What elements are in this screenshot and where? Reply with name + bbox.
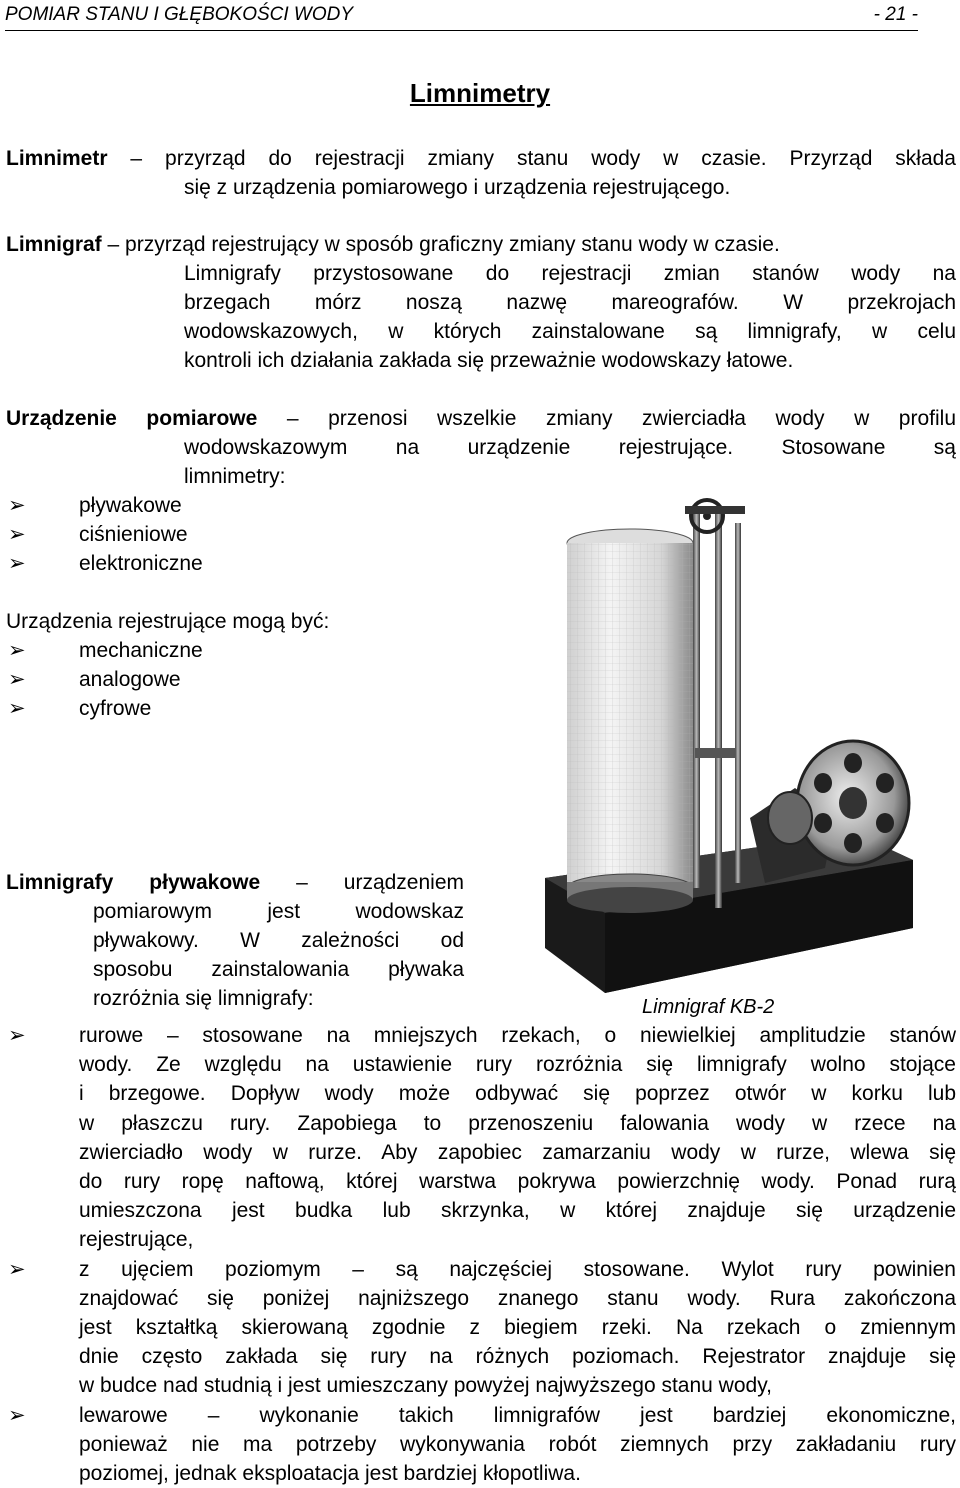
- recorder-types-list: [6, 636, 203, 723]
- urzadzenie-line: przenosi wszelkie zmiany zwierciadła wody w profilu: [328, 407, 956, 430]
- arrow-bullet-icon: ➢: [8, 1403, 26, 1427]
- arrow-bullet-icon: ➢: [8, 668, 26, 691]
- list-item: [6, 1021, 956, 1255]
- list-line: rejestrujące,: [79, 1228, 194, 1252]
- list-line: z ujęciem poziomym – są najczęściej stosowane. Wylot rury powinien: [79, 1257, 956, 1281]
- limnigraf-term: Limnigraf: [6, 233, 102, 256]
- list-item: [6, 1255, 956, 1401]
- arrow-bullet-icon: ➢: [8, 494, 26, 517]
- arrow-bullet-icon: ➢: [8, 523, 26, 546]
- list-line: w płaszczu rury. Zapobiega to przenoszeniu falowania wody w rzece na: [79, 1111, 956, 1135]
- list-item: [6, 549, 203, 578]
- limnigraf-definition: [6, 230, 956, 375]
- list-line: wody. Ze względu na ustawienie rury rozróżnia się limnigrafy wolno stojące: [79, 1053, 956, 1077]
- urzadzenie-line: limnimetry:: [184, 465, 286, 488]
- header-title: POMIAR STANU I GŁĘBOKOŚCI WODY: [5, 4, 354, 25]
- urzadzenie-term: Urządzenie pomiarowe: [6, 407, 258, 430]
- list-item-label: pływakowe: [79, 494, 182, 517]
- list-item-label: cyfrowe: [79, 697, 152, 720]
- list-line: dnie często zakłada się rury na różnych poziomach. Rejestrator znajduje się: [79, 1345, 956, 1369]
- limnigraf-line: Limnigrafy przystosowane do rejestracji zmian stanów wody na: [184, 262, 956, 285]
- rejestrujace-intro: Urządzenia rejestrujące mogą być:: [6, 610, 330, 633]
- arrow-bullet-icon: ➢: [8, 1024, 26, 1047]
- limnimetr-line: przyrząd do rejestracji zmiany stanu wody w czasie. Przyrząd składa: [165, 147, 956, 170]
- urzadzenie-definition: [6, 404, 956, 491]
- dash: –: [101, 233, 126, 256]
- page-header: [5, 4, 918, 31]
- limnimeter-types-list: [6, 491, 203, 578]
- dash: –: [107, 147, 166, 170]
- list-item-label: elektroniczne: [79, 552, 203, 575]
- limnigraf-photo: [535, 488, 915, 998]
- dash: –: [257, 407, 329, 430]
- plywakowe-line: pływakowy. W zależności od: [93, 929, 464, 952]
- list-line: poziomej, jednak eksploatacja jest bardziej kłopotliwa.: [79, 1462, 581, 1486]
- limnimetr-definition: [6, 144, 956, 202]
- plywakowe-definition: [6, 868, 464, 1013]
- page-number: - 21 -: [873, 4, 918, 25]
- list-line: umieszczona jest budka lub skrzynka, w której znajduje się urządzenie: [79, 1199, 956, 1223]
- limnigraf-line: kontroli ich działania zakłada się przeważnie wodowskazy łatowe.: [184, 349, 794, 372]
- list-line: lewarowe – wykonanie takich limnigrafów jest bardziej ekonomiczne,: [79, 1403, 956, 1427]
- arrow-bullet-icon: ➢: [8, 639, 26, 662]
- limnimetr-line: się z urządzenia pomiarowego i urządzenia rejestrującego.: [184, 176, 731, 199]
- list-line: i brzegowe. Dopływ wody może odbywać się poprzez otwór w korku lub: [79, 1082, 956, 1106]
- list-item: [6, 694, 203, 723]
- list-line: rurowe – stosowane na mniejszych rzekach, o niewielkiej amplitudzie stanów: [79, 1024, 956, 1047]
- limnimetr-term: Limnimetr: [6, 147, 108, 170]
- plywakowe-line: pomiarowym jest wodowskaz: [93, 900, 464, 923]
- plywakowe-line: rozróżnia się limnigrafy:: [93, 987, 314, 1010]
- limnigraf-line: brzegach mórz noszą nazwę mareografów. W przekrojach: [184, 291, 956, 314]
- limnigraf-line: przyrząd rejestrujący w sposób graficzny zmiany stanu wody w czasie.: [125, 233, 780, 256]
- plywakowe-term: Limnigrafy pływakowe: [6, 871, 261, 894]
- arrow-bullet-icon: ➢: [8, 697, 26, 720]
- list-item: [6, 491, 203, 520]
- arrow-bullet-icon: ➢: [8, 1257, 26, 1281]
- list-item-label: mechaniczne: [79, 639, 203, 662]
- list-item: [6, 520, 203, 549]
- list-item-label: analogowe: [79, 668, 181, 691]
- list-line: zwierciadło wody w rurze. Aby zapobiec zamarzaniu wody w rurze, wlewa się: [79, 1140, 956, 1164]
- plywakowe-line: urządzeniem: [343, 871, 464, 894]
- limnigraf-variants-list: [6, 1021, 956, 1488]
- urzadzenie-line: wodowskazowym na urządzenie rejestrujące. Stosowane są: [184, 436, 956, 459]
- arrow-bullet-icon: ➢: [8, 552, 26, 575]
- list-line: do rury ropę naftową, której warstwa pokrywa powierzchnię wody. Ponad rurą: [79, 1170, 956, 1194]
- limnigraf-device-illustration: [535, 488, 915, 998]
- photo-caption: Limnigraf KB-2: [642, 996, 775, 1018]
- list-line: ponieważ nie ma potrzeby wykonywania robót ziemnych przy zakładaniu rury: [79, 1432, 956, 1456]
- plywakowe-line: sposobu zainstalowania pływaka: [93, 958, 464, 981]
- limnigraf-line: wodowskazowych, w których zainstalowane są limnigrafy, w celu: [184, 320, 956, 343]
- section-title: Limnimetry: [409, 78, 551, 108]
- list-line: jest kształtką skierowaną zgodnie z biegiem rzeki. Na rzekach o zmiennym: [79, 1316, 956, 1340]
- list-item: [6, 665, 203, 694]
- list-item: [6, 636, 203, 665]
- dash: –: [260, 871, 344, 894]
- list-item-label: ciśnieniowe: [79, 523, 188, 546]
- list-line: znajdować się poniżej najniższego znanego stanu wody. Rura zakończona: [79, 1286, 956, 1310]
- list-line: w budce nad studnią i jest umieszczany powyżej najwyższego stanu wody,: [79, 1374, 772, 1398]
- list-item: [6, 1401, 956, 1488]
